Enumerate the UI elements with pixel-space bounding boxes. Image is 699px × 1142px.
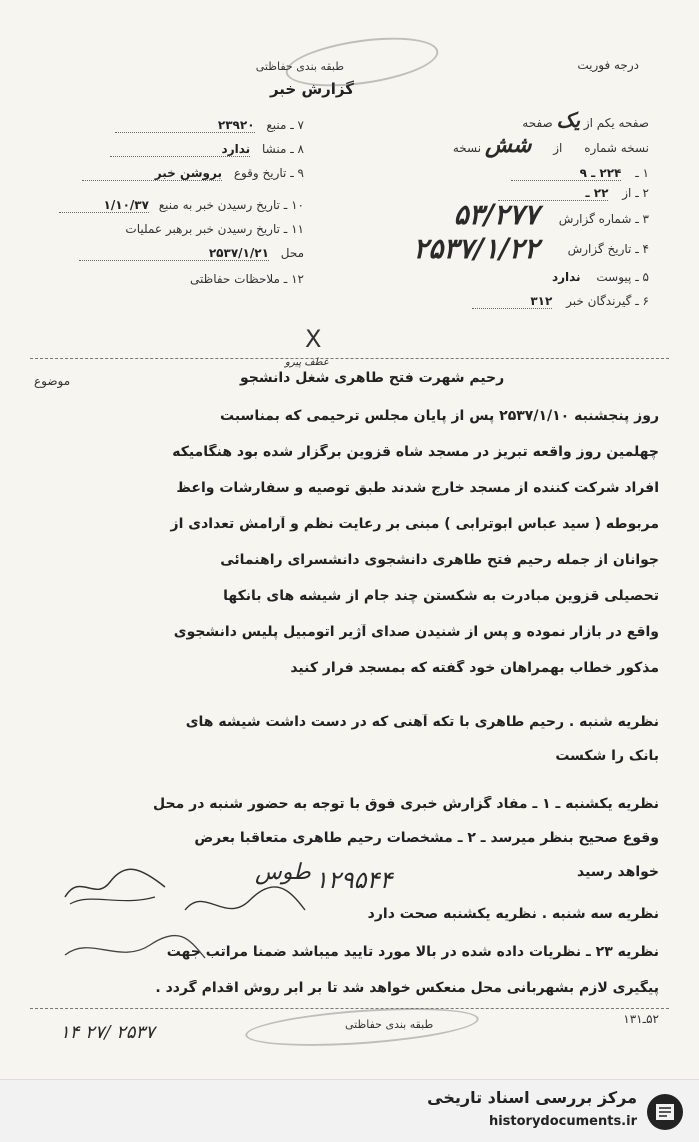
body-line-6: تحصیلی قزوین مبادرت به شکستن چند جام از شیشه های بانکها	[223, 588, 659, 604]
field-value: ندارد	[551, 270, 581, 284]
left-field-7	[115, 118, 304, 133]
field-value: بروشن خبر	[82, 166, 222, 181]
body-line-4: مربوطه ( سید عباس ابوترابی ) مبنی بر رعایت نظم و آرامش تعدادی از	[170, 516, 659, 532]
x-mark: X	[305, 325, 322, 353]
subject-text: رحیم شهرت فتح طاهری شغل دانشجو	[240, 370, 505, 386]
left-field-8	[110, 142, 304, 157]
archive-title: مرکز بررسی اسناد تاریخی	[427, 1088, 637, 1107]
body-line-7: واقع در بازار نموده و پس از شنیدن صدای آژیر اتومبیل پلیس دانشجوی	[173, 624, 659, 640]
archive-logo-icon	[645, 1092, 685, 1132]
bottom-right-code: ۵۲ـ۱۳۱	[623, 1012, 659, 1026]
body-line-15: نظریه ۲۳ ـ نظریات داده شده در بالا مورد تایید میباشد ضمنا مراتب جهت	[166, 944, 659, 960]
classification-label: طبقه بندی حفاظتی	[255, 60, 344, 73]
right-field-1	[511, 166, 649, 181]
copy-from: از	[553, 141, 563, 155]
classification-bottom: طبقه بندی حفاظتی	[345, 1018, 434, 1031]
copy-info	[453, 132, 649, 158]
right-field-6	[472, 294, 649, 309]
field-value: ندارد	[110, 142, 250, 157]
right-field-3	[559, 212, 649, 226]
header-divider	[30, 358, 669, 359]
field-label: محل	[280, 246, 304, 260]
field-label: ۹ ـ تاریخ وقوع	[233, 166, 304, 180]
page-label: صفحه یکم از	[583, 116, 649, 130]
subject-note: عطف پیرو	[285, 357, 329, 368]
body-line-2: چهلمین روز واقعه تبریز در مسجد شاه قزوین برگزار شده بود هنگامیکه	[172, 444, 659, 460]
left-field-9	[82, 166, 304, 181]
field-value: ۳۱۲	[472, 294, 552, 309]
priority-label: درجه فوریت	[577, 58, 639, 72]
left-field-10	[59, 198, 304, 213]
copy-label: نسخه شماره	[584, 141, 649, 155]
body-line-16: پیگیری لازم بشهربانی محل منعکس خواهد شد تا بر ابر روش اقدام گردد .	[155, 980, 659, 996]
body-line-11: نظریه یکشنبه ـ ۱ ـ مفاد گزارش خبری فوق با توجه به حضور شنبه در محل	[153, 796, 659, 812]
field-value: ۲۲ ـ	[498, 186, 608, 201]
copy-value: شش	[484, 132, 532, 158]
left-field-12	[190, 272, 304, 286]
city-handwriting: طوس	[255, 860, 311, 885]
faint-stamp-bottom	[244, 1002, 480, 1052]
left-field-11	[125, 222, 304, 236]
page-suffix: صفحه	[522, 116, 553, 130]
field-value: ۲۵۳۷/۱/۲۱	[79, 246, 269, 261]
number-stamp: ۱۲۹۵۴۴	[315, 866, 393, 894]
field-label: ۸ ـ منشا	[261, 142, 304, 156]
right-field-4	[568, 242, 649, 256]
field-number: ۵ ـ پیوست	[596, 270, 649, 284]
signature-bottom	[60, 930, 210, 970]
report-title: گزارش خبر	[269, 80, 354, 98]
subject-label: موضوع	[34, 374, 71, 388]
page-info	[522, 108, 649, 132]
field-label: ۱۲ ـ ملاحظات حفاظتی	[190, 272, 304, 286]
body-line-3: افراد شرکت کننده از مسجد خارج شدند طبق توصیه و سفارشات واعظ	[176, 480, 659, 496]
field-label: ۱۱ ـ تاریخ رسیدن خبر برهبر عملیات	[125, 222, 304, 236]
body-line-8: مذکور خطاب بهمراهان خود گفته که بمسجد فرار کنید	[290, 660, 659, 676]
body-line-14: نظریه سه شنبه . نظریه یکشنبه صحت دارد	[367, 906, 659, 922]
body-line-10: بانک را شکست	[555, 748, 659, 764]
field-label: ۷ ـ منبع	[266, 118, 304, 132]
field-label: ۱۰ ـ تاریخ رسیدن خبر به منبع	[158, 198, 304, 212]
report-date-value: ۲۵۳۷/۱/۲۲	[413, 232, 539, 265]
report-number-value: ۵۳/۲۷۷	[453, 198, 539, 231]
signature-left	[60, 862, 170, 912]
right-field-5	[552, 270, 649, 284]
field-number: ۱ ـ	[635, 166, 649, 180]
body-line-5: جوانان از جمله رحیم فتح طاهری دانشجوی دانشسرای راهنمائی	[220, 552, 659, 568]
field-value: ۲۲۴ ـ ۹	[511, 166, 621, 181]
field-number: ۴ ـ تاریخ گزارش	[567, 242, 649, 256]
copy-suffix: نسخه	[452, 141, 482, 155]
body-line-9: نظریه شنبه . رحیم طاهری با تکه آهنی که در دست داشت شیشه های	[185, 714, 659, 730]
field-number: ۲ ـ از	[622, 186, 649, 200]
archive-url[interactable]: historydocuments.ir	[488, 1114, 637, 1129]
body-line-13: خواهد رسید	[577, 864, 659, 880]
field-number: ۶ ـ گیرندگان خبر	[566, 294, 649, 308]
bottom-divider	[30, 1008, 669, 1009]
body-line-1: روز پنجشنبه ۲۵۳۷/۱/۱۰ پس از پایان مجلس ترحیمی که بمناسبت	[220, 408, 659, 424]
left-field-location	[79, 246, 304, 261]
archive-footer	[0, 1079, 699, 1142]
field-value: ۲۳۹۲۰	[115, 118, 255, 133]
body-line-12: وقوع صحیح بنظر میرسد ـ ۲ ـ مشخصات رحیم طاهری متعاقبا بعرض	[194, 830, 659, 846]
bottom-left-date: ۱۴ ۲۷/ ۲۵۳۷	[60, 1022, 155, 1043]
page-value: یک	[556, 108, 581, 132]
field-number: ۳ ـ شماره گزارش	[558, 212, 649, 226]
field-value: ۱/۱۰/۳۷	[59, 198, 149, 213]
signature-middle	[180, 880, 310, 930]
